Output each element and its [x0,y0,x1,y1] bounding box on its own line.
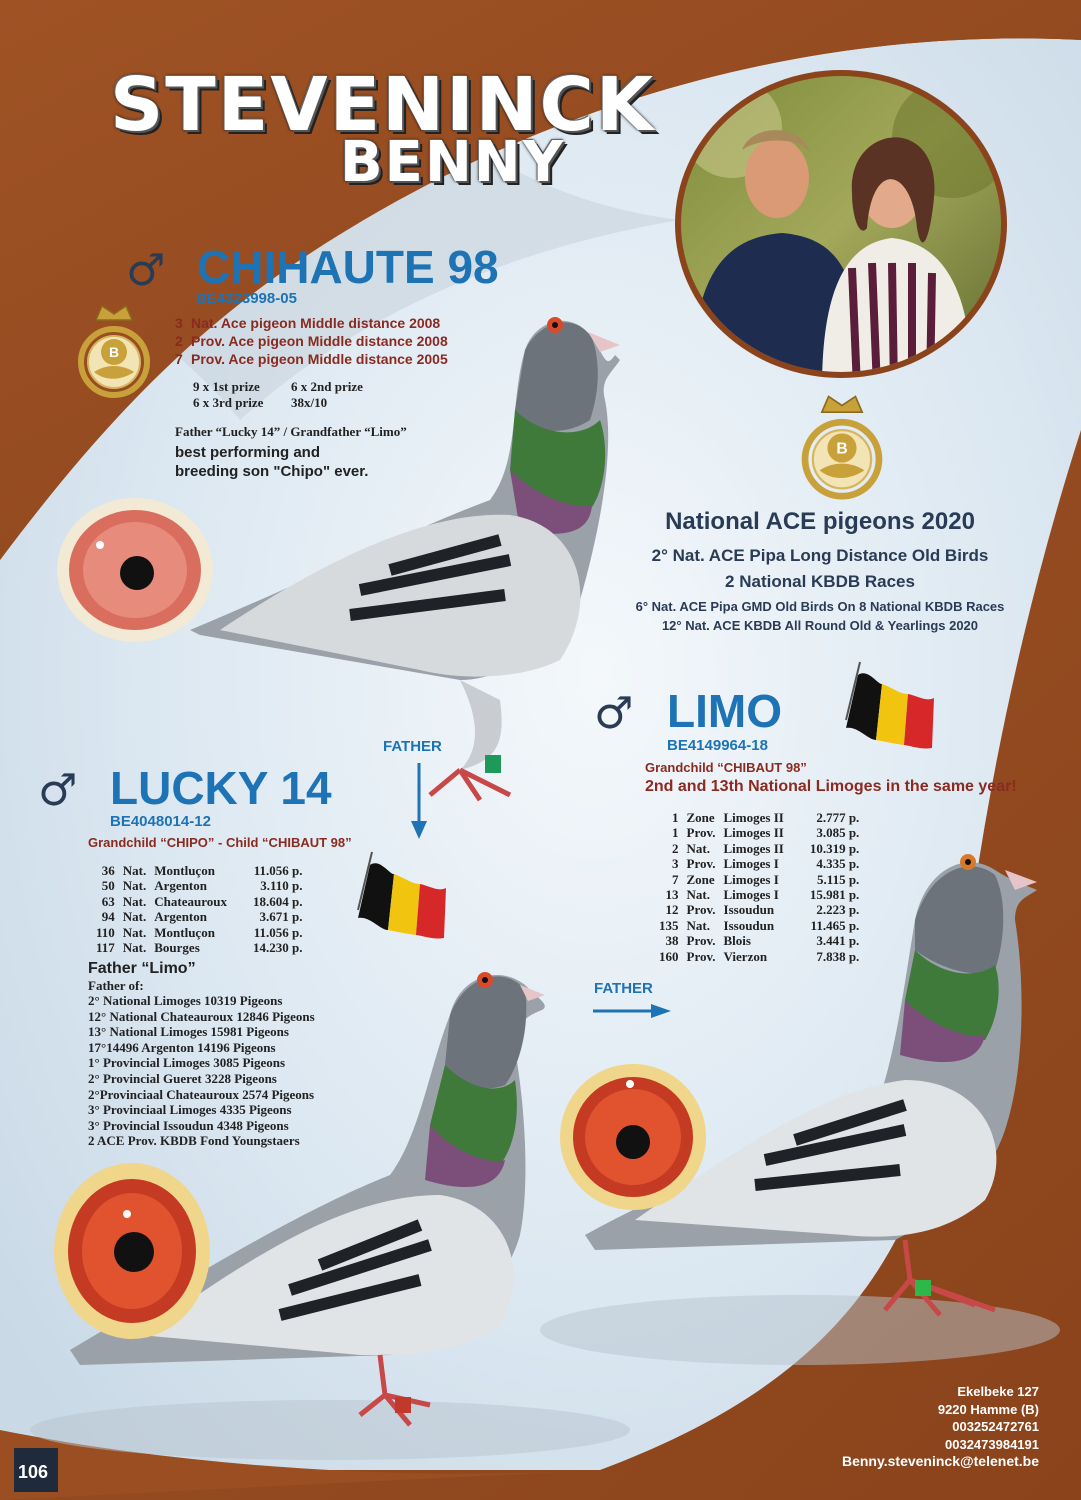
lucky-father-of-item: 3° Provinciaal Limoges 4335 Pigeons [88,1102,292,1118]
kbdb-logo-badge [74,302,154,402]
kbdb-logo-badge-large [796,392,888,504]
limo-result-row [655,856,863,871]
lucky-father-title: Father “Limo” [88,960,196,977]
lucky-result-race: Chateauroux [154,893,227,909]
limo-result-rank: 7 [672,871,679,887]
limo-result-pigeons: 2.777 p. [816,810,860,825]
contact-street: Ekelbeke 127 [957,1384,1039,1399]
limo-result-race: Limoges II [723,840,784,856]
limo-result-rank: 12 [665,902,679,918]
limo-result-row [655,872,863,887]
limo-result-pigeons: 5.115 p. [817,871,860,887]
male-symbol-icon: ♂ [38,765,78,816]
lucky-result-rank: 36 [101,863,115,878]
limo-result-race: Issoudun [723,902,775,918]
limo-result-level: Prov. [686,856,716,872]
limo-result-rank: 160 [659,948,679,964]
contact-phone: 0032473984191 [945,1436,1039,1452]
limo-result-row [655,887,863,902]
limo-result-level: Nat. [686,917,710,933]
limo-result-level: Zone [686,871,715,887]
lucky-result-race: Bourges [154,940,200,956]
lucky-result-pigeons: 14.230 p. [252,940,303,956]
arrow-down-icon [408,763,430,841]
limo-result-row [655,825,863,840]
lucky-father-of-item: 2° National Limoges 10319 Pigeons [88,993,283,1008]
limo-result-level: Prov. [686,825,716,841]
svg-text:B: B [108,344,120,360]
limo-result-level: Prov. [686,933,716,949]
contact-phone: 003252472761 [952,1419,1039,1434]
eye-limo-photo [558,1062,708,1212]
limo-result-race: Vierzon [723,948,768,964]
national-ace-line: 12° Nat. ACE KBDB All Round Old & Yearlings 2020 [661,618,979,633]
limo-highlight: 2nd and 13th National Limoges in the same year! [645,778,1017,795]
lucky-result-rank: 94 [101,909,115,925]
svg-text:B: B [836,440,848,458]
eye-chihaute-photo [55,495,215,645]
lucky-result-level: Nat. [122,863,147,878]
limo-result-level: Prov. [686,902,716,918]
lucky-father-of-item: 3° Provincial Issoudun 4348 Pigeons [88,1117,289,1133]
contact-email[interactable]: Benny.steveninck@telenet.be [841,1453,1039,1469]
limo-result-pigeons: 10.319 p. [809,840,860,856]
national-ace-line: 2 National KBDB Races [725,572,915,591]
lucky-result-row [92,940,306,955]
lucky-father-of-label: Father of: [88,978,144,993]
chihaute-ace-item: 7 Prov. Ace pigeon Middle distance 2005 [175,351,448,367]
limo-result-pigeons: 11.465 p. [810,917,860,933]
lucky-ring: BE4048014-12 [110,813,211,830]
limo-result-rank: 1 [672,810,679,825]
lucky-father-of-item: 17°14496 Argenton 14196 Pigeons [88,1039,276,1055]
male-symbol-icon: ♂ [594,688,634,739]
limo-result-row [655,841,863,856]
lucky-name: LUCKY 14 [110,762,332,814]
lucky-grandchild: Grandchild “CHIPO” - Child “CHIBAUT 98” [88,835,352,850]
limo-result-race: Limoges II [723,810,784,825]
lucky-result-rank: 63 [101,893,115,909]
lucky-result-race: Argenton [154,878,207,894]
chihaute-lineage: Father “Lucky 14” / Grandfather “Limo” [175,424,407,439]
limo-result-level: Prov. [686,948,716,964]
limo-result-row [655,933,863,948]
lucky-result-pigeons: 11.056 p. [253,924,303,940]
belgian-flag-icon-2 [350,850,450,942]
lucky-result-level: Nat. [122,893,147,909]
header-title: STEVENINCK [110,62,656,148]
limo-result-level: Zone [686,810,715,825]
lucky-father-of-item: 13° National Limoges 15981 Pigeons [88,1024,289,1040]
lucky-result-pigeons: 3.671 p. [259,909,303,925]
limo-results-table [655,810,863,964]
national-ace-line: 6° Nat. ACE Pipa GMD Old Birds On 8 National KBDB Races [635,599,1005,614]
limo-result-race: Limoges I [723,856,779,872]
lucky-result-rank: 117 [96,940,115,956]
lucky-father-of-item: 1° Provincial Limoges 3085 Pigeons [88,1055,286,1071]
lucky-father-of-item: 12° National Chateauroux 12846 Pigeons [88,1008,315,1024]
limo-name: LIMO [667,685,782,737]
lucky-father-of-item: 2°Provinciaal Chateauroux 2574 Pigeons [88,1086,315,1102]
limo-result-pigeons: 2.223 p. [816,902,860,918]
belgian-flag-icon [838,660,938,750]
limo-result-pigeons: 3.441 p. [816,933,860,949]
page-number: 106 [18,1462,49,1482]
lucky-result-row [92,878,306,893]
father-arrow-label: FATHER [594,980,653,997]
lucky-results-table [92,863,306,955]
eye-lucky-photo [52,1160,212,1342]
lucky-result-row [92,925,306,940]
limo-result-pigeons: 3.085 p. [816,825,860,841]
national-ace-title: National ACE pigeons 2020 [665,508,975,535]
limo-result-level: Nat. [686,840,710,856]
limo-result-row [655,949,863,964]
lucky-result-row [92,909,306,924]
lucky-result-level: Nat. [122,924,147,940]
lucky-result-row [92,894,306,909]
limo-result-rank: 3 [672,856,679,872]
lucky-result-rank: 50 [101,878,115,894]
lucky-result-pigeons: 18.604 p. [252,893,303,909]
limo-result-row [655,902,863,917]
limo-result-race: Issoudun [723,917,775,933]
chihaute-description: best performing and breeding son "Chipo" ever. [175,444,369,480]
limo-result-race: Limoges I [723,871,779,887]
lucky-father-of-item: 2 ACE Prov. KBDB Fond Youngstaers [88,1133,300,1149]
male-symbol-icon: ♂ [126,245,166,296]
limo-result-rank: 13 [665,887,679,903]
header-subtitle: BENNY [340,130,566,195]
limo-result-rank: 135 [659,917,679,933]
limo-result-rank: 2 [672,840,679,856]
owner-portrait-photo [672,68,1010,380]
limo-result-race: Limoges II [723,825,784,841]
chihaute-ring: BE4323998-05 [196,290,297,307]
lucky-result-level: Nat. [122,878,147,894]
lucky-result-race: Argenton [154,909,207,925]
lucky-result-row [92,863,306,878]
limo-result-pigeons: 7.838 p. [816,948,860,964]
limo-result-row [655,918,863,933]
lucky-result-level: Nat. [122,940,147,956]
limo-result-level: Nat. [686,887,710,903]
lucky-result-rank: 110 [96,924,115,940]
lucky-result-race: Montluçon [154,863,215,878]
chihaute-ace-list [175,314,448,368]
lucky-result-race: Montluçon [154,924,215,940]
national-ace-line: 2° Nat. ACE Pipa Long Distance Old Birds [651,546,989,565]
chihaute-ace-item: 3 Nat. Ace pigeon Middle distance 2008 [175,315,441,331]
arrow-right-icon [593,1002,673,1020]
limo-result-pigeons: 4.335 p. [816,856,860,872]
contact-block [842,1383,1039,1471]
limo-result-rank: 38 [665,933,679,949]
limo-result-row [655,810,863,825]
father-arrow-label: FATHER [383,738,442,755]
lucky-father-of-list [88,993,315,1149]
limo-result-race: Limoges I [723,887,779,903]
lucky-result-pigeons: 3.110 p. [260,878,303,894]
limo-result-pigeons: 15.981 p. [809,887,860,903]
contact-city: 9220 Hamme (B) [937,1401,1039,1417]
limo-ring: BE4149964-18 [667,737,768,754]
lucky-result-pigeons: 11.056 p. [253,863,303,878]
limo-result-rank: 1 [672,825,679,841]
chihaute-ace-item: 2 Prov. Ace pigeon Middle distance 2008 [175,333,448,349]
limo-grandchild: Grandchild “CHIBAUT 98” [645,760,807,775]
chihaute-name: CHIHAUTE 98 [197,241,499,293]
lucky-result-level: Nat. [122,909,147,925]
chihaute-prizes: 9 x 1st prize 6 x 2nd prize 6 x 3rd prize 38x/10 [193,379,363,410]
lucky-father-of-item: 2° Provincial Gueret 3228 Pigeons [88,1070,277,1086]
limo-result-race: Blois [723,933,751,949]
